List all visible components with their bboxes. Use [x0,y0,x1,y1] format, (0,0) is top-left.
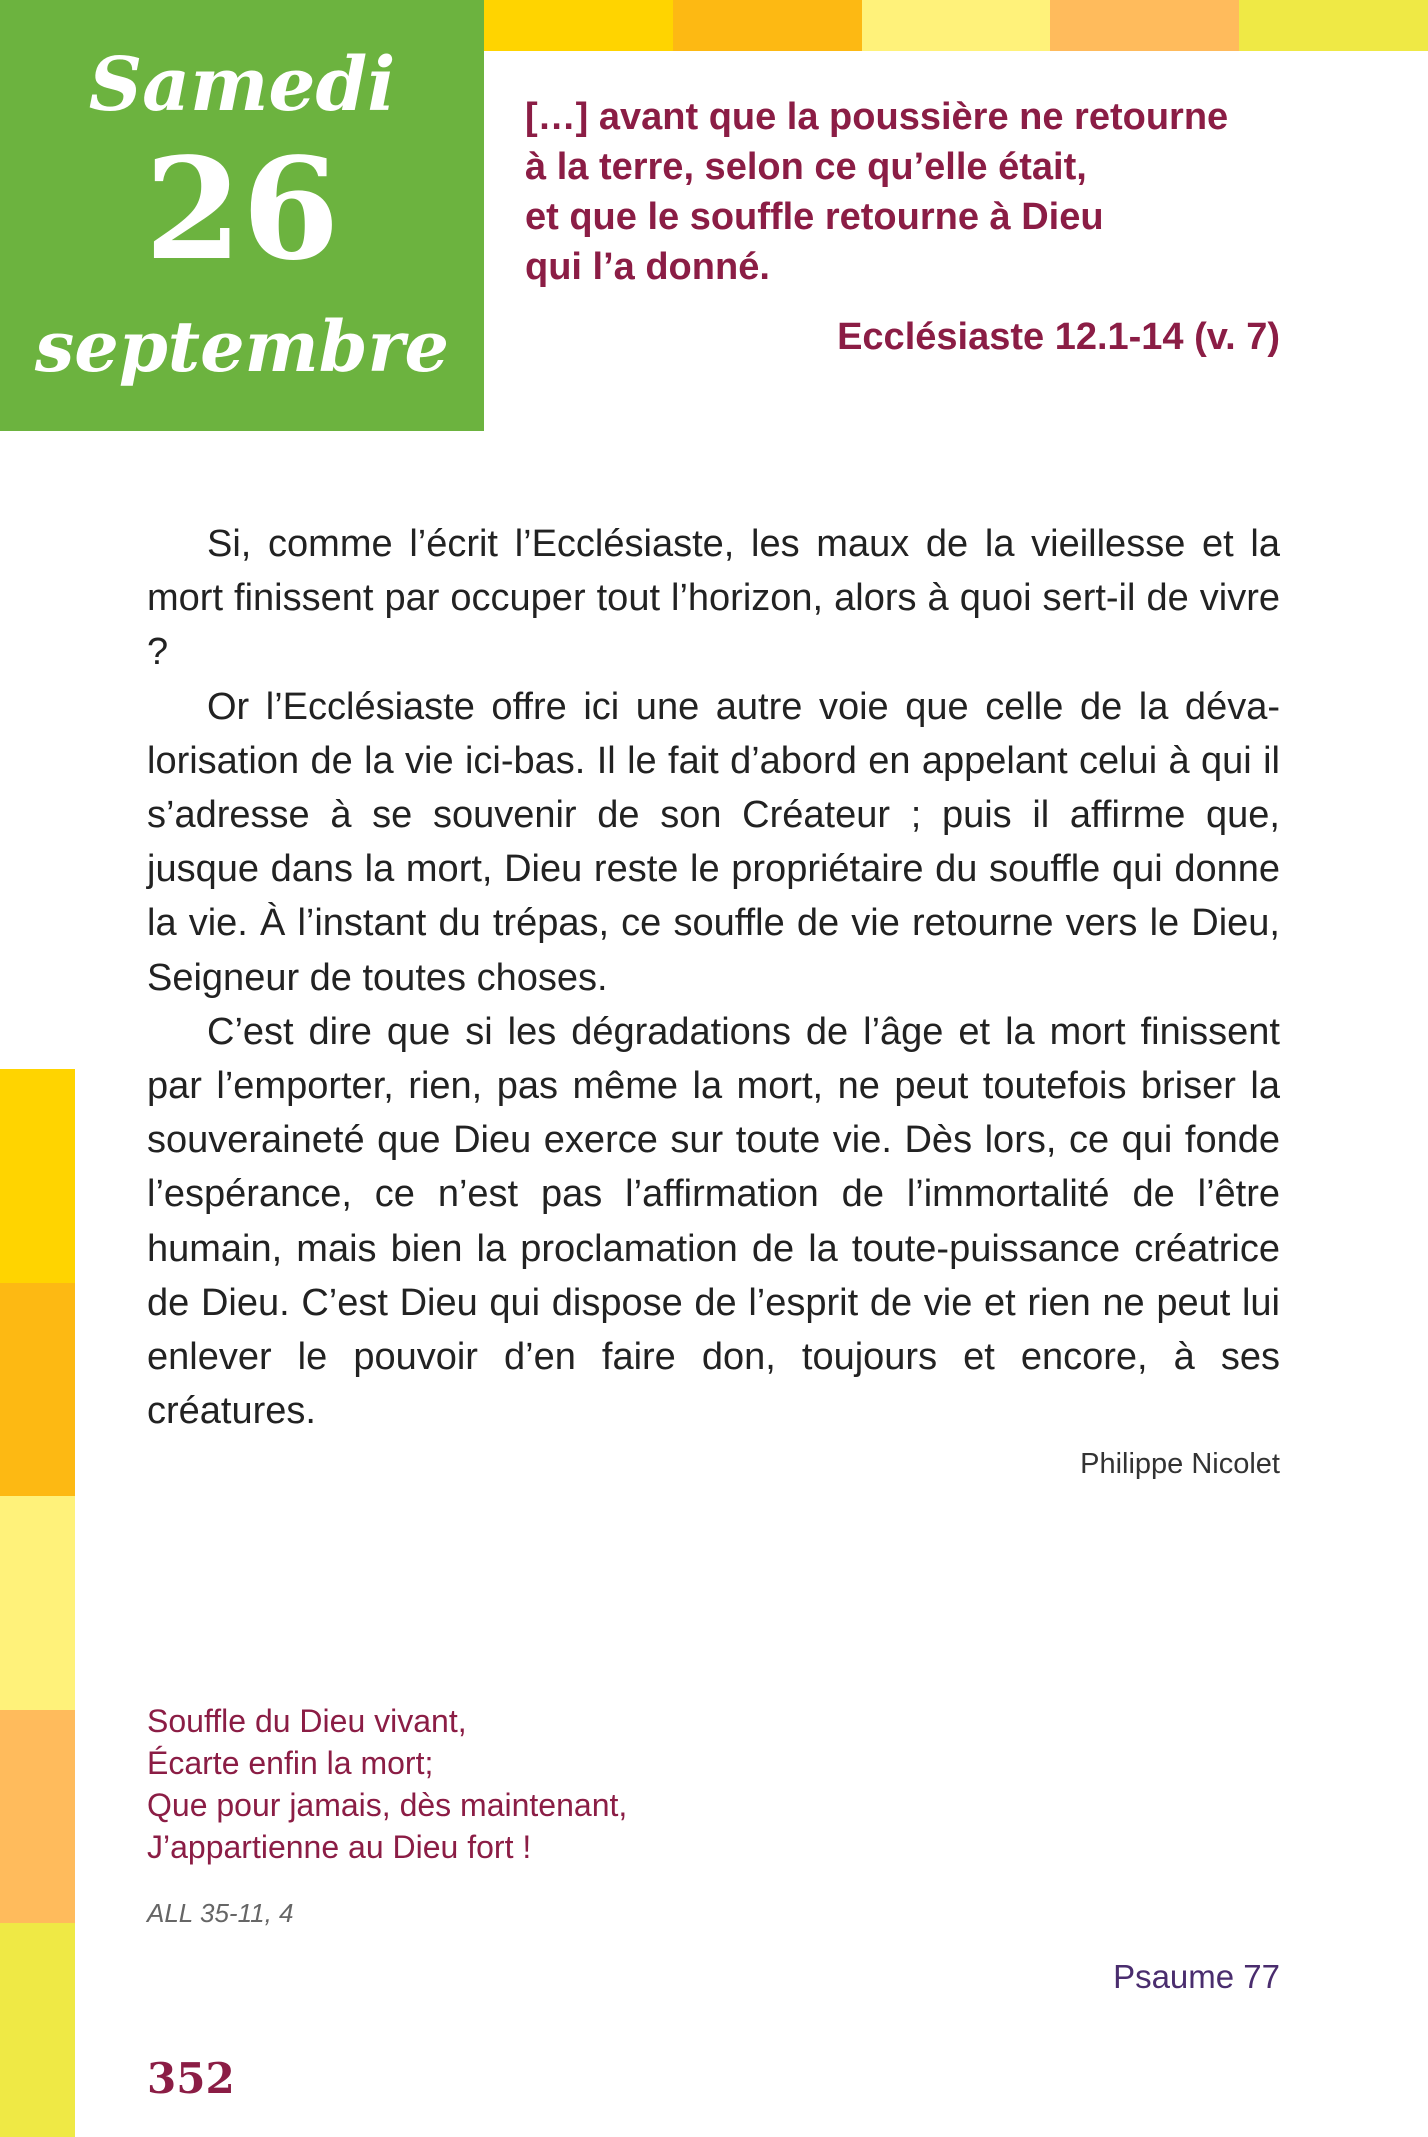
stripe-orange [673,0,862,51]
commentary-paragraph: Si, comme l’écrit l’Ecclésiaste, les maux de la vieillesse et la mort finissent par occuper tout l’horizon, alors à quoi sert-il de vivre ? [147,523,1280,674]
verse-line: […] avant que la poussière ne retourne [525,96,1229,138]
side-stripe-yellow [0,1069,75,1283]
hymn-line: Écarte enfin la mort; [147,1745,434,1781]
day-number: 26 [144,128,340,292]
month-name: septembre [34,305,450,388]
commentary-paragraph: C’est dire que si les dégradations de l’âge et la mort finissent par l’emporter, rien, pas même la mort, ne peut toutefois briser la souveraineté que Dieu exerce sur toute vie. Dès lors, ce qui fonde l’espérance, ce n’est pas l’affirmation de l’immortalité de l’être humain, mais bien la proclamation de la toute-puissance créatrice de Dieu. C’est Dieu qui dispose de l’esprit de vie et rien ne peut lui enlever le pouvoir d’en faire don, toujours et encore, à ses créatures. [147,1010,1280,1433]
hymn-reference: ALL 35-11, 4 [147,1898,294,1928]
psalm-reference: Psaume 77 [1113,1958,1280,1995]
side-stripe-lime [0,1923,75,2137]
verse-line: qui l’a donné. [525,246,770,288]
hymn-line: J’appartienne au Dieu fort ! [147,1829,532,1865]
side-stripe-peach [0,1710,75,1924]
date-block [0,0,484,431]
hymn-line: Que pour jamais, dès maintenant, [147,1787,628,1823]
stripe-lime [1239,0,1428,51]
verse-reference: Ecclésiaste 12.1-14 (v. 7) [837,316,1280,358]
bible-verse [525,92,1285,292]
top-color-stripes [484,0,1428,51]
hymn-stanza [147,1700,627,1868]
day-name: Samedi [88,42,396,128]
hymn-line: Souffle du Dieu vivant, [147,1703,467,1739]
stripe-peach [1050,0,1239,51]
page-number: 352 [147,2054,235,2103]
side-stripe-orange [0,1283,75,1497]
verse-line: à la terre, selon ce qu’elle était, [525,146,1087,188]
commentary-text [147,517,1280,1438]
stripe-yellow [484,0,673,51]
stripe-light-yellow [862,0,1051,51]
commentary-paragraph: Or l’Ecclésiaste offre ici une autre voie que celle de la dévalorisation de la vie ici-bas. Il le fait d’abord en appelant celui à qui il s’adresse à se souvenir de son Créateur ; puis il affirme que, jusque dans la mort, Dieu reste le propriétaire du souffle qui donne la vie. À l’instant du trépas, ce souffle de vie retourne vers le Dieu, Seigneur de toutes choses. [147,685,1280,999]
author-name: Philippe Nicolet [1080,1448,1280,1480]
verse-line: et que le souffle retourne à Dieu [525,196,1104,238]
side-color-stripes [0,1069,75,2137]
side-stripe-light-yellow [0,1496,75,1710]
